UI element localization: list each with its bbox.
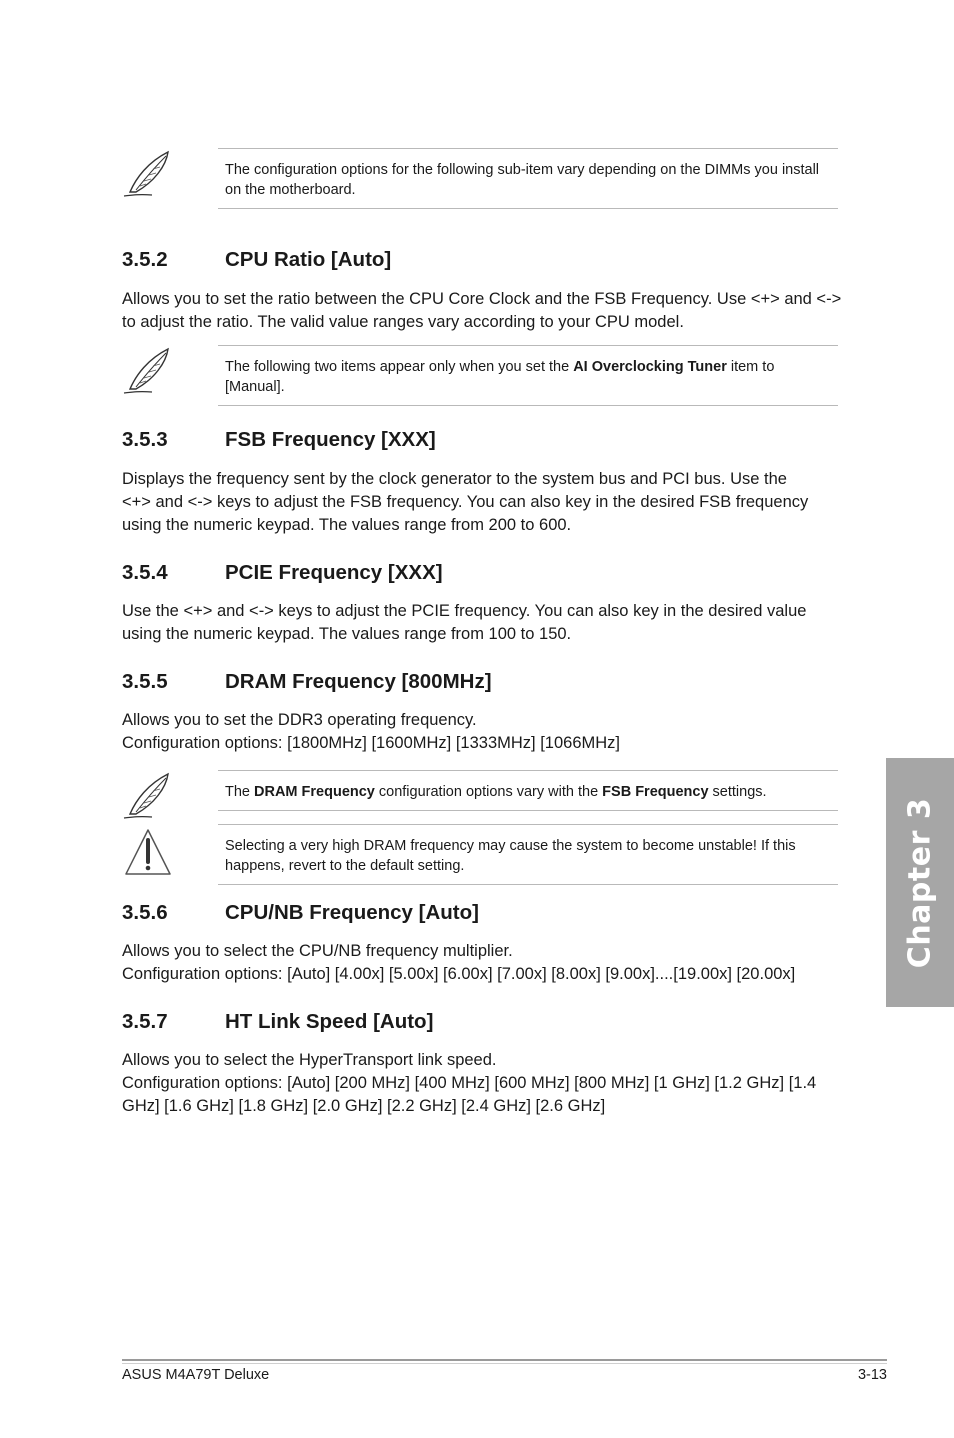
section-body-ht-link-line1: Allows you to select the HyperTransport link speed.	[122, 1051, 497, 1069]
section-body-ht-link-line2: Configuration options: [Auto] [200 MHz] [400 MHz] [600 MHz] [800 MHz] [1 GHz] [1.2 GHz] [1.4 GHz] [1.6 GHz] [1.8 GHz] [2.0 GHz] [2.2 GHz] [2.4 GHz] [2.6 GHz]	[122, 1074, 817, 1115]
footer-rule-thin	[122, 1363, 887, 1364]
warning-dram-unstable	[122, 824, 838, 885]
section-body-cpu-nb-line2: Configuration options: [Auto] [4.00x] [5.00x] [6.00x] [7.00x] [8.00x] [9.00x]....[19.00x] [20.00x]	[122, 965, 796, 983]
section-heading-pcie-frequency: 3.5.4 PCIE Frequency [XXX]	[122, 561, 443, 584]
chapter-tab	[886, 758, 954, 1007]
section-heading-ht-link-speed: 3.5.7 HT Link Speed [Auto]	[122, 1010, 434, 1033]
footer-product-name: ASUS M4A79T Deluxe	[122, 1367, 270, 1383]
section-heading-dram-frequency: 3.5.5 DRAM Frequency [800MHz]	[122, 670, 492, 693]
note-dram-fsb	[122, 770, 838, 811]
section-heading-fsb-frequency: 3.5.3 FSB Frequency [XXX]	[122, 428, 436, 451]
section-body-cpu-nb-line1: Allows you to select the CPU/NB frequency multiplier.	[122, 942, 513, 960]
section-body-dram-frequency-line2: Configuration options: [1800MHz] [1600MHz] [1333MHz] [1066MHz]	[122, 734, 620, 752]
section-body-pcie-frequency: Use the <+> and <-> keys to adjust the PCIE frequency. You can also key in the desired value using the numeric keypad. The values range from 100 to 150.	[122, 602, 807, 643]
chapter-tab-label: Chapter 3	[902, 797, 938, 968]
section-heading-cpu-ratio: 3.5.2 CPU Ratio [Auto]	[122, 248, 392, 271]
section-heading-cpu-nb-frequency: 3.5.6 CPU/NB Frequency [Auto]	[122, 901, 479, 924]
note-text: The DRAM Frequency configuration options vary with the FSB Frequency settings.	[218, 770, 838, 811]
note-text: The configuration options for the following sub-item vary depending on the DIMMs you install on the motherboard.	[218, 148, 838, 209]
section-body-dram-frequency-line1: Allows you to set the DDR3 operating frequency.	[122, 711, 477, 729]
pen-note-icon	[122, 770, 174, 822]
warning-text: Selecting a very high DRAM frequency may cause the system to become unstable! If this happens, revert to the default setting.	[218, 824, 838, 885]
note-text: The following two items appear only when you set the AI Overclocking Tuner item to [Manual].	[218, 345, 838, 406]
pen-note-icon	[122, 148, 174, 200]
section-body-fsb-frequency: Displays the frequency sent by the clock generator to the system bus and PCI bus. Use the <+> and <-> keys to adjust the FSB frequency. You can also key in the desired FSB frequency using the numeric keypad. The values range from 200 to 600.	[122, 470, 809, 534]
footer-rule	[122, 1359, 887, 1361]
footer-page-number: 3-13	[857, 1367, 887, 1383]
pen-note-icon	[122, 345, 174, 397]
section-body-cpu-ratio: Allows you to set the ratio between the CPU Core Clock and the FSB Frequency. Use <+> and <-> to adjust the ratio. The valid value ranges vary according to your CPU model.	[122, 290, 842, 331]
note-ai-overclocking	[122, 345, 838, 406]
note-dimm-options	[122, 148, 838, 209]
warning-triangle-icon	[122, 826, 174, 878]
